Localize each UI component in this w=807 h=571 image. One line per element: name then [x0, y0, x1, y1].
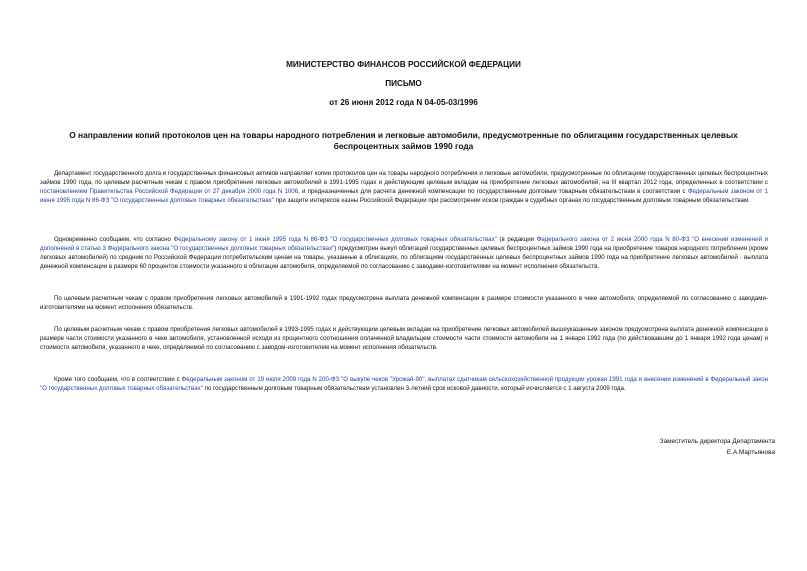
signature-position: Заместитель директора Департамента: [659, 438, 775, 445]
paragraph-3: По целевым расчетным чекам с правом приобретения легковых автомобилей в 1991-1992 годах предусмотрена выплата денежной компенсации в размере стоимости указанного в чеке автомобиля, определяемой по согласованию с заводами-изготовителями на момент исполнения обязательств.: [40, 295, 768, 312]
paragraph-5: [40, 375, 768, 393]
paragraph-text: Департамент государственного долга и государственных финансовых активов направляет копии протоколов цен на товары народного потребления и легковые автомобили, предусмотренные по облигациям государственных целевых беспроцентных займов 1990 года, по целевым расчетным чекам с правом приобретения легковых автомобилей в 1991-1995 годах и действующим целевым вкладам на приобретение легковых автомобилей, на III квартал 2012 года, определенных в соответствии с: [40, 170, 768, 187]
paragraph-1: [40, 169, 768, 206]
signature-name: Е.А.Мартьянова: [726, 449, 775, 456]
link-law-86fz[interactable]: Федеральным законом от 1 июня 1995 года N 86-ФЗ "О государственных долговых товарных обязательствах": [40, 188, 768, 205]
document-type: ПИСЬМО: [385, 79, 422, 88]
paragraph-text: Кроме того сообщаем, что в соответствии с: [54, 376, 182, 383]
paragraph-text: по государственным долговым товарным обязательствам установлен 3-летний срок исковой давности, который исчисляется с 1 августа 2009 года.: [202, 385, 626, 393]
link-resolution-1006[interactable]: постановлением Правительства Российской Федерации от 27 декабря 2000 года N 1006: [40, 188, 299, 196]
paragraph-2: [40, 235, 768, 272]
link-law-200fz[interactable]: Федеральным законом от 19 июля 2009 года N 200-ФЗ "О выкупе чеков "Урожай-90", выплатах сдатчикам сельскохозяйственной продукции урожая 1991 года и внесении изменений в Федеральный закон "О государственных долговых товарных обязательствах": [40, 376, 768, 393]
link-law-86fz[interactable]: Федеральному закону от 1 июня 1995 года N 86-ФЗ "О государственных долговых товарных обязательствах": [173, 236, 497, 243]
paragraph-text: , и предназначенных для расчета денежной компенсации по государственным долговым товарным обязательствам в соответствии с: [298, 188, 688, 196]
document-date-number: от 26 июня 2012 года N 04-05-03/1996: [329, 98, 478, 107]
document-subject: О направлении копий протоколов цен на товары народного потребления и легковые автомобили, предусмотренные по облигациям государственных целевых беспроцентных займов 1990 года: [69, 130, 738, 151]
paragraph-text: ) предусмотрен выкуп облигаций государственных целевых беспроцентных займов 1990 года на приобретение товаров народного потребления (кроме легковых автомобилей) по средним по Российской Федерации потребительским ценам на товары, указанные в облигациях, по облигациям государственных целевых беспроцентных займов 1990 года на приобретение легковых автомобилей - выплата денежной компенсации в размере 60 процентов стоимости указанного в облигации автомобиля, определяемой по согласованию с заводами-изготовителями на момент исполнения обязательств.: [40, 245, 768, 271]
paragraph-text: (в редакции: [496, 236, 537, 243]
paragraph-text: Одновременно сообщаем, что согласно: [54, 236, 174, 243]
paragraph-text: при защите интересов казны Российской Федерации при рассмотрении исков граждан в судебных органах по государственным долговым товарным обязательствам.: [273, 197, 750, 205]
ministry-title: МИНИСТЕРСТВО ФИНАНСОВ РОССИЙСКОЙ ФЕДЕРАЦИИ: [286, 60, 521, 69]
paragraph-4: По целевым расчетным чекам с правом приобретения легковых автомобилей в 1993-1995 годах и действующим целевым вкладам на приобретение легковых автомобилей вышеуказанным законом предусмотрена выплата денежной компенсации в размере части стоимости указанного в чеке автомобиля, установленной исходя из процентного соотношения оплаченной владельцем стоимости части стоимости автомобиля на 1 января 1992 года (по действовавшим до 1 января 1992 года ценам) и стоимости автомобиля, указанного в чеке, определяемой по согласованию с заводом-изготовителем на момент исполнения обязательств.: [40, 326, 768, 352]
link-law-80fz[interactable]: Федерального закона от 2 июня 2000 года N 80-ФЗ "О внесении изменений и дополнений в статью 3 Федерального закона "О государственных долговых товарных обязательствах": [40, 236, 768, 253]
